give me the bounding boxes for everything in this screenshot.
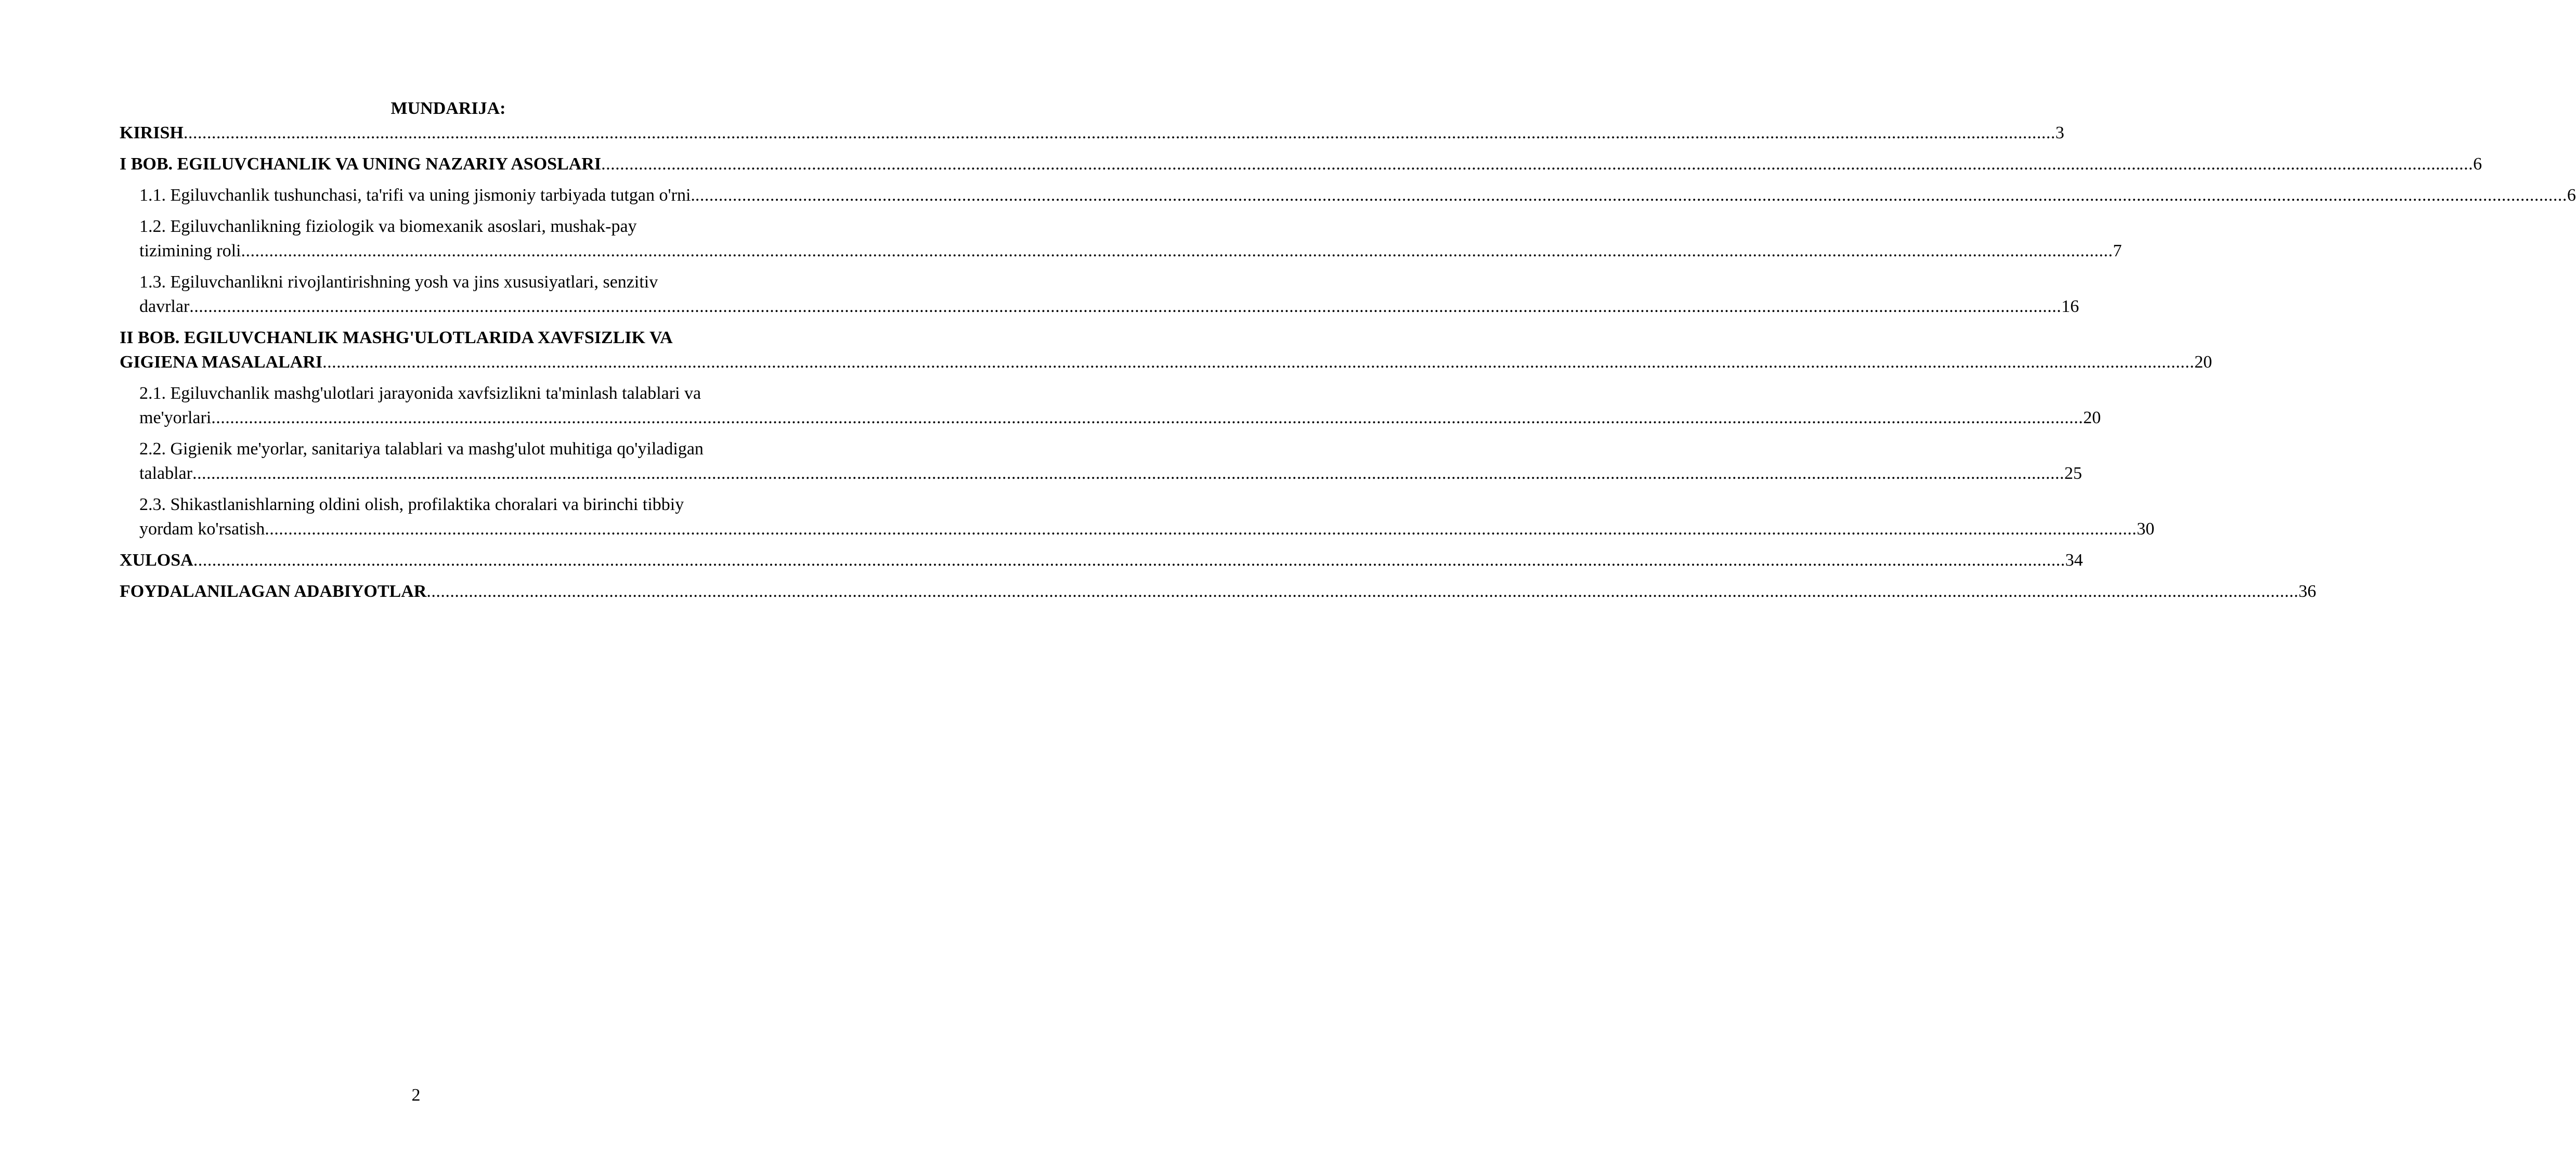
toc-entry-last-line [139,461,2082,486]
toc-entry-line: 1.2. Egiluvchanlikning fiziologik va biomexanik asoslari, mushak-pay [139,217,637,236]
toc-page-number: 25 [2064,464,2082,483]
toc-entry-last-line [139,406,2101,430]
toc-entry-title: me'yorlari [139,408,212,427]
toc-entry-last-line [139,183,2576,207]
toc-dot-leader: ................................................................................................................................................................................................................................................................................................................................................................................................................ [241,241,2113,260]
toc-page-number: 3 [2055,123,2064,142]
toc-entry-title: talablar [139,464,192,483]
toc-page-number: 30 [2137,519,2155,539]
toc-dot-leader: ................................................................................................................................................................................................................................................................................................................................................................................................................ [695,186,2567,205]
toc-entry-title: XULOSA [120,551,193,570]
toc-entry-title: yordam ko'rsatish [139,519,265,539]
toc-dot-leader: ................................................................................................................................................................................................................................................................................................................................................................................................................ [601,154,2474,174]
toc-entry-title: 1.1. Egiluvchanlik tushunchasi, ta'rifi va uning jismoniy tarbiyada tutgan o'rni. [139,186,695,205]
toc-entry[interactable] [139,214,2122,263]
toc-page-number: 36 [2298,582,2317,601]
toc-entry-last-line [120,350,2213,374]
toc-page-number: 20 [2083,408,2101,427]
toc-page-number: 34 [2065,551,2083,570]
toc-entry[interactable] [139,270,2079,319]
toc-entry-last-line [120,121,2064,145]
toc-entry-title: I BOB. EGILUVCHANLIK VA UNING NAZARIY ASOSLARI [120,154,602,174]
table-of-contents [120,96,2576,604]
toc-entry-title: FOYDALANILAGAN ADABIYOTLAR [120,582,427,601]
toc-dot-leader: ................................................................................................................................................................................................................................................................................................................................................................................................................ [211,408,2084,427]
toc-entry[interactable] [120,152,2482,176]
toc-page-number: 7 [2113,241,2122,260]
toc-entry[interactable] [120,121,2064,145]
toc-page-number: 16 [2061,297,2079,316]
toc-entry[interactable] [139,492,2155,541]
toc-entry-title: KIRISH [120,123,184,142]
toc-entry-last-line [120,152,2482,176]
toc-entry-line: 1.3. Egiluvchanlikni rivojlantirishning yosh va jins xususiyatlari, senzitiv [139,272,658,292]
toc-page-number: 6 [2567,186,2576,205]
toc-dot-leader: ................................................................................................................................................................................................................................................................................................................................................................................................................ [426,582,2299,601]
toc-entry-last-line [139,239,2122,263]
toc-entry-last-line [120,579,2317,604]
toc-entry-line: 2.3. Shikastlanishlarning oldini olish, profilaktika choralari va birinchi tibbiy [139,495,684,514]
toc-entry-last-line [139,517,2155,541]
toc-entry-title: davrlar [139,297,190,316]
page-number: 2 [411,1086,421,1105]
toc-page-number: 6 [2473,154,2482,174]
toc-entry[interactable] [139,381,2101,430]
toc-entries [120,121,2576,604]
toc-page-number: 20 [2194,352,2213,372]
toc-dot-leader: ................................................................................................................................................................................................................................................................................................................................................................................................................ [183,123,2055,142]
toc-entry-last-line [139,294,2079,319]
toc-dot-leader: ................................................................................................................................................................................................................................................................................................................................................................................................................ [322,352,2195,372]
toc-entry-line: II BOB. EGILUVCHANLIK MASHG'ULOTLARIDA XAVFSIZLIK VA [120,328,673,347]
toc-entry[interactable] [120,579,2317,604]
toc-entry-line: 2.2. Gigienik me'yorlar, sanitariya talablari va mashg'ulot muhitiga qo'yiladigan [139,439,704,459]
toc-dot-leader: ................................................................................................................................................................................................................................................................................................................................................................................................................ [193,551,2065,570]
toc-entry-title: tizimining roli [139,241,241,260]
toc-dot-leader: ................................................................................................................................................................................................................................................................................................................................................................................................................ [189,297,2062,316]
toc-dot-leader: ................................................................................................................................................................................................................................................................................................................................................................................................................ [265,519,2137,539]
toc-entry-line: 2.1. Egiluvchanlik mashg'ulotlari jarayonida xavfsizlikni ta'minlash talablari va [139,384,701,403]
toc-entry[interactable] [139,183,2576,207]
toc-title: MUNDARIJA: [391,99,506,118]
toc-entry-title: GIGIENA MASALALARI [120,352,323,372]
toc-entry-last-line [120,548,2083,572]
toc-entry[interactable] [120,548,2083,572]
toc-entry[interactable] [139,437,2082,486]
toc-dot-leader: ................................................................................................................................................................................................................................................................................................................................................................................................................ [192,464,2064,483]
toc-entry[interactable] [120,325,2213,374]
